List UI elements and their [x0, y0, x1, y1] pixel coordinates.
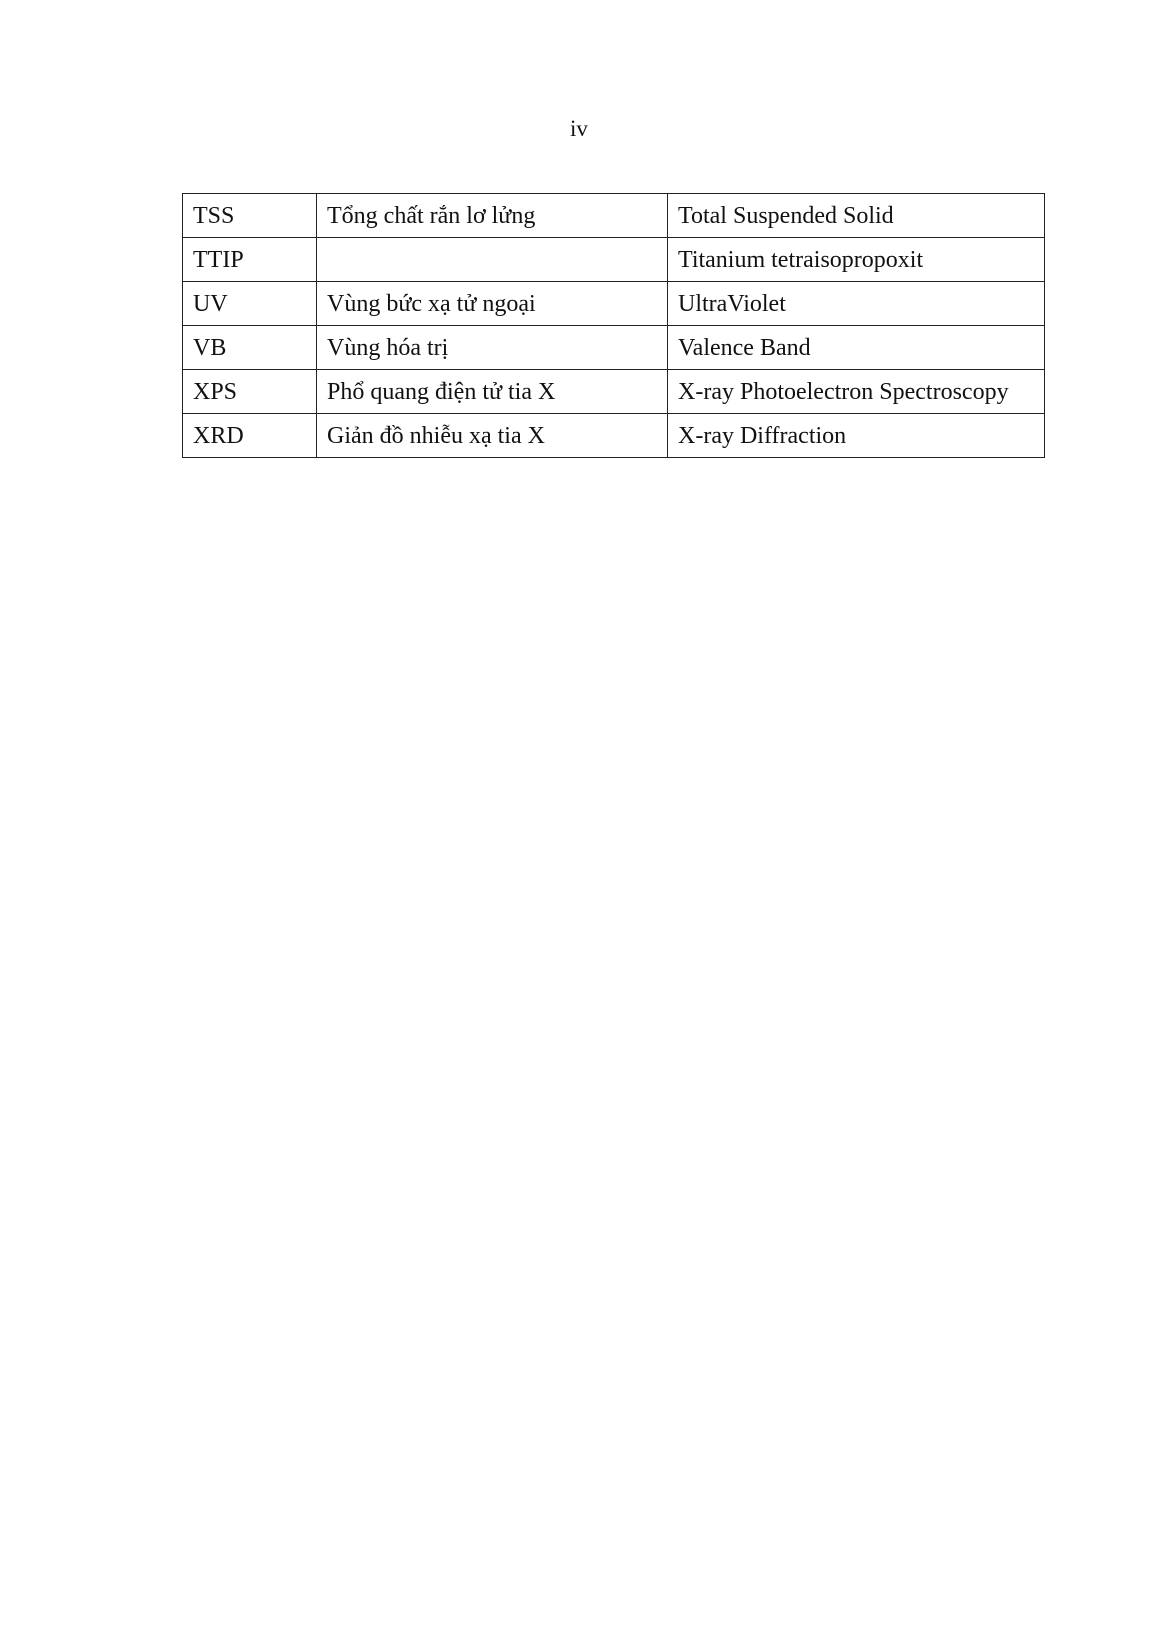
table-row: [183, 326, 1045, 370]
abbreviation-table: [182, 193, 1045, 458]
table-row: [183, 282, 1045, 326]
english-term-cell: X-ray Diffraction: [668, 414, 1045, 458]
vietnamese-term-cell: [317, 238, 668, 282]
vietnamese-term-cell: Tổng chất rắn lơ lửng: [317, 194, 668, 238]
abbreviation-cell: XPS: [183, 370, 317, 414]
abbreviation-cell: VB: [183, 326, 317, 370]
english-term-cell: X-ray Photoelectron Spectroscopy: [668, 370, 1045, 414]
abbreviation-cell: TSS: [183, 194, 317, 238]
table-row: [183, 414, 1045, 458]
abbreviation-cell: XRD: [183, 414, 317, 458]
vietnamese-term-cell: Phổ quang điện tử tia X: [317, 370, 668, 414]
abbreviation-cell: UV: [183, 282, 317, 326]
vietnamese-term-cell: Vùng bức xạ tử ngoại: [317, 282, 668, 326]
table-row: [183, 370, 1045, 414]
page-number: iv: [570, 116, 588, 141]
vietnamese-term-cell: Vùng hóa trị: [317, 326, 668, 370]
english-term-cell: UltraViolet: [668, 282, 1045, 326]
vietnamese-term-cell: Giản đồ nhiễu xạ tia X: [317, 414, 668, 458]
english-term-cell: Titanium tetraisopropoxit: [668, 238, 1045, 282]
english-term-cell: Valence Band: [668, 326, 1045, 370]
table-row: [183, 194, 1045, 238]
table-row: [183, 238, 1045, 282]
abbreviation-cell: TTIP: [183, 238, 317, 282]
english-term-cell: Total Suspended Solid: [668, 194, 1045, 238]
